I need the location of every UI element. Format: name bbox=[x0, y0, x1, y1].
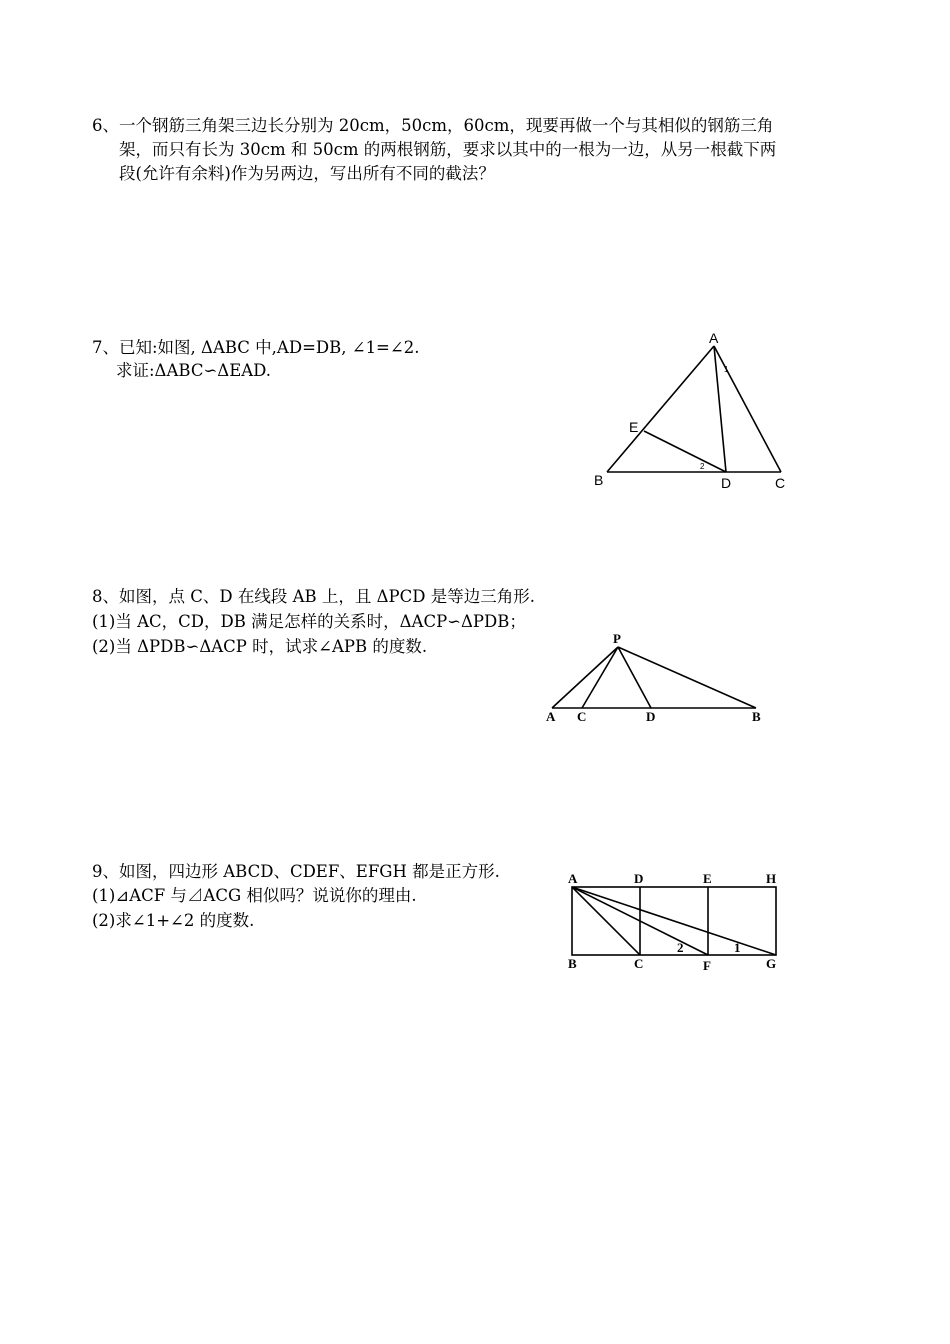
segment-AB bbox=[607, 346, 714, 472]
label-D: D bbox=[721, 475, 732, 491]
segment-PD bbox=[618, 647, 651, 708]
q6-line-1: 6、一个钢筋三角架三边长分别为 20cm，50cm，60cm，现要再做一个与其相似的钢筋三角 bbox=[92, 116, 774, 135]
q9-line-2: (1)⊿ACF 与⊿ACG 相似吗？说说你的理由. bbox=[92, 886, 417, 905]
label-C: C bbox=[634, 956, 644, 971]
label-G: G bbox=[766, 956, 777, 971]
label-A: A bbox=[709, 330, 719, 346]
angle-2-label: 2 bbox=[700, 462, 705, 471]
segment-ED bbox=[644, 431, 726, 472]
label-A: A bbox=[546, 709, 556, 724]
segment-PB bbox=[618, 647, 756, 708]
label-H: H bbox=[766, 871, 777, 886]
q8-line-3: (2)当 ΔPDB∽ΔACP 时，试求∠APB 的度数. bbox=[92, 637, 428, 656]
q6-line-3: 段(允许有余料)作为另两边，写出所有不同的截法？ bbox=[119, 164, 495, 183]
segment-AG bbox=[572, 887, 776, 955]
label-E: E bbox=[703, 871, 712, 886]
angle-2-label: 2 bbox=[677, 940, 684, 955]
label-F: F bbox=[703, 958, 711, 973]
q7-line-2: 求证:ΔABC∽ΔEAD. bbox=[116, 361, 272, 380]
q8-line-2: (1)当 AC，CD，DB 满足怎样的关系时，ΔACP∽ΔPDB； bbox=[92, 612, 526, 631]
label-D: D bbox=[634, 871, 644, 886]
segment-AC bbox=[572, 887, 640, 955]
label-D: D bbox=[646, 709, 656, 724]
label-B: B bbox=[568, 956, 577, 971]
q8-line-1: 8、如图，点 C、D 在线段 AB 上，且 ΔPCD 是等边三角形. bbox=[92, 587, 535, 606]
segment-PA bbox=[552, 647, 618, 708]
label-C: C bbox=[577, 709, 587, 724]
q8-figure bbox=[540, 628, 780, 728]
q7-line-1: 7、已知:如图, ΔABC 中,AD=DB, ∠1=∠2. bbox=[92, 338, 420, 357]
label-B: B bbox=[752, 709, 761, 724]
q7-figure bbox=[585, 325, 805, 500]
angle-1-label: 1 bbox=[734, 940, 741, 955]
label-A: A bbox=[568, 871, 578, 886]
q9-line-3: (2)求∠1+∠2 的度数. bbox=[92, 911, 255, 930]
segment-PC bbox=[582, 647, 618, 708]
label-C: C bbox=[775, 475, 786, 491]
label-P: P bbox=[613, 631, 621, 646]
q9-figure bbox=[560, 868, 790, 978]
q9-line-1: 9、如图，四边形 ABCD、CDEF、EFGH 都是正方形. bbox=[92, 862, 500, 881]
label-B: B bbox=[594, 472, 604, 488]
angle-1-label: 1 bbox=[724, 365, 729, 374]
q6-line-2: 架，而只有长为 30cm 和 50cm 的两根钢筋，要求以其中的一根为一边，从另一根截下两 bbox=[119, 140, 777, 159]
label-E: E bbox=[629, 419, 639, 435]
